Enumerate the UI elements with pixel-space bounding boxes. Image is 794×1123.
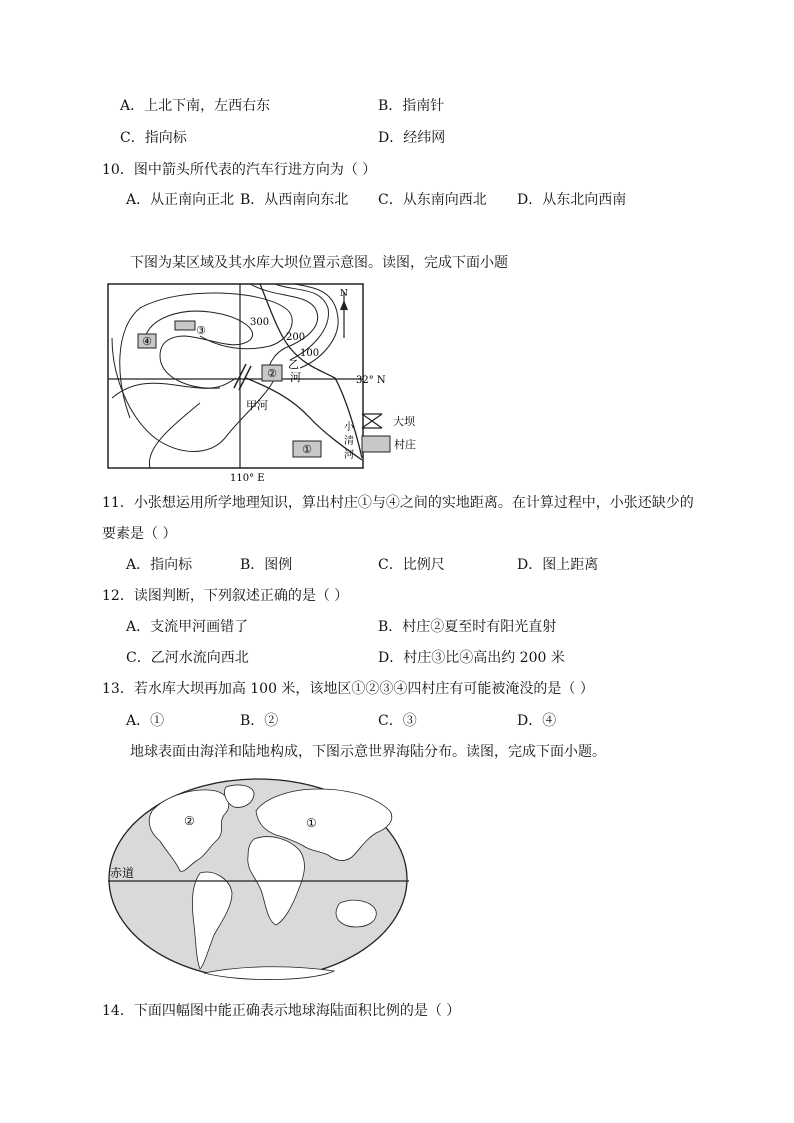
q12-option-d: D．村庄③比④高出约 200 米 [378,650,565,666]
q11-option-c: C．比例尺 [378,557,445,573]
river-jia-label: 甲河 [246,399,268,412]
intro-land-sea: 地球表面由海洋和陆地构成，下图示意世界海陆分布。读图，完成下面小题。 [130,744,606,760]
q9-option-b: B．指南针 [378,98,445,114]
river-xiaoqing-label-3: 河 [344,450,354,461]
village-4-label: ④ [142,335,152,348]
contour-map [100,278,430,483]
legend-village-swatch [362,436,390,452]
q9-option-d: D．经纬网 [378,130,446,146]
contour-line [145,311,253,388]
q11-option-d: D．图上距离 [517,557,599,573]
q10-option-a: A．从正南向正北 [126,192,235,208]
q14-stem: 14．下面四幅图中能正确表示地球海陆面积比例的是（ ） [102,1003,461,1019]
q11-option-a: A．指向标 [126,557,193,573]
longitude-label: 110° E [230,473,265,483]
contour-label-300: 300 [250,317,270,328]
legend-village-label: 村庄 [394,438,416,451]
q9-option-c: C．指向标 [120,130,187,146]
latitude-label: 32° N [356,375,386,386]
q10-option-d: D．从东北向西南 [517,192,627,208]
q10-option-b: B．从西南向东北 [240,192,349,208]
dam-icon [234,364,251,390]
village-2-label: ② [267,367,277,380]
map-label-2: ② [184,814,195,828]
q13-option-a: A．① [126,713,165,729]
q12-option-b: B．村庄②夏至时有阳光直射 [378,619,557,635]
contour-line [149,403,200,468]
q9-option-a: A．上北下南，左西右东 [120,98,271,114]
q13-stem: 13．若水库大坝再加高 100 米，该地区①②③④四村庄有可能被淹没的是（ ） [102,681,594,697]
contour-label-200: 200 [286,332,306,343]
world-map [104,775,414,987]
q13-option-c: C．③ [378,713,417,729]
q10-option-c: C．从东南向西北 [378,192,487,208]
q11-stem-line1: 11．小张想运用所学地理知识，算出村庄①与④之间的实地距离。在计算过程中，小张还缺少的 [102,495,694,511]
village-3 [175,321,195,330]
q12-option-c: C．乙河水流向西北 [126,650,249,666]
legend-dam-icon [362,414,382,428]
q12-stem: 12．读图判断，下列叙述正确的是（ ） [102,588,349,604]
continent-australia [336,900,376,927]
intro-reservoir: 下图为某区域及其水库大坝位置示意图。读图，完成下面小题 [130,255,508,271]
contour-line [112,338,275,452]
contour-label-100: 100 [300,348,320,359]
q12-option-a: A．支流甲河画错了 [126,619,249,635]
river-xiaoqing-label-1: 小 [344,422,354,433]
q13-option-d: D．④ [517,713,557,729]
q10-stem: 10．图中箭头所代表的汽车行进方向为（ ） [102,162,377,178]
equator-label: 赤道 [110,866,135,880]
map-label-1: ① [306,816,317,830]
q11-option-b: B．图例 [240,557,293,573]
legend-dam-label: 大坝 [393,415,415,428]
village-1-label: ① [302,443,312,456]
river-xiaoqing-label-2: 清 [344,436,354,447]
river-yi-label-1: 乙 [288,358,299,371]
village-3-label: ③ [196,324,206,337]
north-label: N [340,289,348,299]
q11-stem-line2: 要素是（ ） [102,526,177,542]
map-frame [108,284,363,468]
river-yi-label-2: 河 [290,371,301,384]
q13-option-b: B．② [240,713,279,729]
